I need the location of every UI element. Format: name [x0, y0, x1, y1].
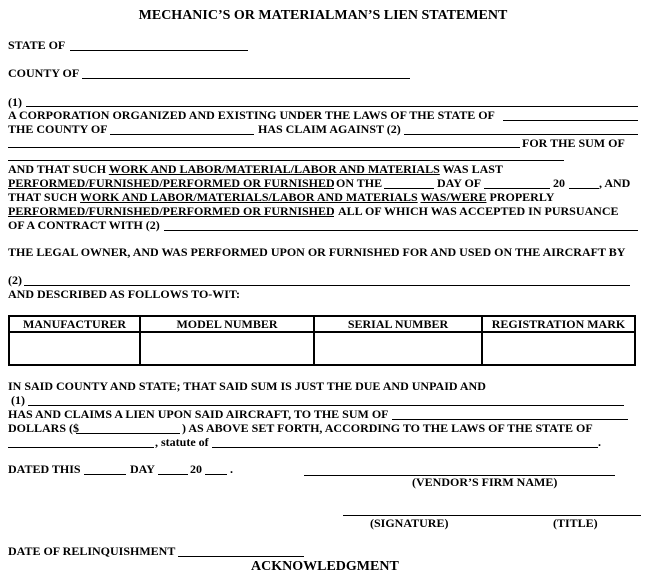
- signature-caption: (SIGNATURE): [370, 516, 449, 530]
- county-field[interactable]: [82, 78, 410, 79]
- was-were-options: WAS/WERE: [420, 190, 487, 204]
- performed-underline-2: [8, 216, 334, 217]
- work-types-plural-options: WORK AND LABOR/MATERIALS/LABOR AND MATERIALS: [80, 190, 418, 204]
- was-last-text: WAS LAST: [442, 162, 503, 176]
- dated-this-label: DATED THIS: [8, 462, 81, 476]
- dated-period: .: [230, 462, 233, 476]
- manufacturer-cell[interactable]: [9, 332, 140, 365]
- relinquishment-field[interactable]: [178, 556, 304, 557]
- has-claim-text: HAS CLAIM AGAINST (2): [258, 122, 401, 136]
- aircraft-table: [8, 315, 636, 366]
- statute-period: .: [598, 435, 601, 449]
- table-row: [9, 332, 635, 365]
- legal-owner-text: THE LEGAL OWNER, AND WAS PERFORMED UPON OR FURNISHED FOR AND USED ON THE AIRCRAFT BY: [8, 245, 626, 259]
- the-county-of-label: THE COUNTY OF: [8, 122, 108, 136]
- serial-number-cell[interactable]: [314, 332, 482, 365]
- performed-month-field[interactable]: [484, 188, 550, 189]
- contract-with-label: OF A CONTRACT WITH (2): [8, 218, 160, 232]
- county-state-text: IN SAID COUNTY AND STATE; THAT SAID SUM IS JUST THE DUE AND UNPAID AND: [8, 379, 486, 393]
- performed-day-field[interactable]: [384, 188, 434, 189]
- and-that-such-text: AND THAT SUCH: [8, 162, 107, 176]
- state-law-field[interactable]: [8, 447, 154, 448]
- owner-marker: (2): [8, 273, 22, 287]
- and-that-such-line: [8, 162, 503, 176]
- for-sum-label: FOR THE SUM OF: [522, 136, 625, 150]
- owner-field[interactable]: [24, 285, 630, 286]
- statute-of-label: , statute of: [155, 435, 209, 449]
- work-types-options: WORK AND LABOR/MATERIAL/LABOR AND MATERIALS: [108, 162, 440, 176]
- properly-text: PROPERLY: [489, 190, 555, 204]
- performed-underline: [8, 188, 334, 189]
- performed-options: PERFORMED/FURNISHED/PERFORMED OR FURNISHED: [8, 176, 335, 190]
- comma-and-text: , AND: [599, 176, 631, 190]
- that-such-text: THAT SUCH: [8, 190, 78, 204]
- state-label: STATE OF: [8, 38, 66, 52]
- county-label: COUNTY OF: [8, 66, 80, 80]
- claimant-field-2[interactable]: [28, 405, 624, 406]
- sum-field[interactable]: [8, 160, 564, 161]
- claimant-marker: (1): [8, 95, 22, 109]
- header-manufacturer: MANUFACTURER: [9, 316, 140, 332]
- corporation-text: A CORPORATION ORGANIZED AND EXISTING UNDER THE LAWS OF THE STATE OF: [8, 108, 495, 122]
- lien-sum-field[interactable]: [392, 419, 628, 420]
- claimant-marker-2: (1): [11, 393, 25, 407]
- all-of-which-text: ALL OF WHICH WAS ACCEPTED IN PURSUANCE: [338, 204, 619, 218]
- dated-year-prefix: 20: [190, 462, 202, 476]
- dollars-label: DOLLARS ($: [8, 421, 80, 435]
- header-model-number: MODEL NUMBER: [140, 316, 314, 332]
- vendor-caption: (VENDOR’S FIRM NAME): [412, 475, 558, 489]
- contract-party-field[interactable]: [164, 230, 638, 231]
- day-of-label: DAY OF: [437, 176, 482, 190]
- debtor-field-b[interactable]: [8, 147, 520, 148]
- title-caption: (TITLE): [553, 516, 598, 530]
- model-number-cell[interactable]: [140, 332, 314, 365]
- as-above-text: ) AS ABOVE SET FORTH, ACCORDING TO THE LAWS OF THE STATE OF: [182, 421, 593, 435]
- dated-day-field[interactable]: [84, 474, 126, 475]
- performed-options-2: PERFORMED/FURNISHED/PERFORMED OR FURNISHED: [8, 204, 335, 218]
- table-header-row: [9, 316, 635, 332]
- acknowledgment-heading: ACKNOWLEDGMENT: [251, 559, 399, 574]
- header-registration-mark: REGISTRATION MARK: [482, 316, 635, 332]
- state-field[interactable]: [70, 50, 248, 51]
- year-prefix: 20: [553, 176, 565, 190]
- claims-lien-text: HAS AND CLAIMS A LIEN UPON SAID AIRCRAFT, TO THE SUM OF: [8, 407, 389, 421]
- form-title: MECHANIC’S OR MATERIALMAN’S LIEN STATEMENT: [138, 8, 508, 23]
- registration-mark-cell[interactable]: [482, 332, 635, 365]
- performed-year-field[interactable]: [569, 188, 599, 189]
- dollars-amount-field[interactable]: [76, 433, 180, 434]
- header-serial-number: SERIAL NUMBER: [314, 316, 482, 332]
- statute-field[interactable]: [212, 447, 598, 448]
- claimant-field[interactable]: [26, 106, 638, 107]
- that-such-line: [8, 190, 554, 204]
- corporation-state-field[interactable]: [503, 120, 638, 121]
- described-text: AND DESCRIBED AS FOLLOWS TO-WIT:: [8, 287, 241, 301]
- dated-year-field[interactable]: [205, 474, 227, 475]
- day-label: DAY: [130, 462, 155, 476]
- on-the-label: ON THE: [336, 176, 383, 190]
- relinquishment-label: DATE OF RELINQUISHMENT: [8, 544, 176, 558]
- corporation-county-field[interactable]: [110, 134, 254, 135]
- dated-month-field[interactable]: [158, 474, 188, 475]
- debtor-field-a[interactable]: [404, 134, 638, 135]
